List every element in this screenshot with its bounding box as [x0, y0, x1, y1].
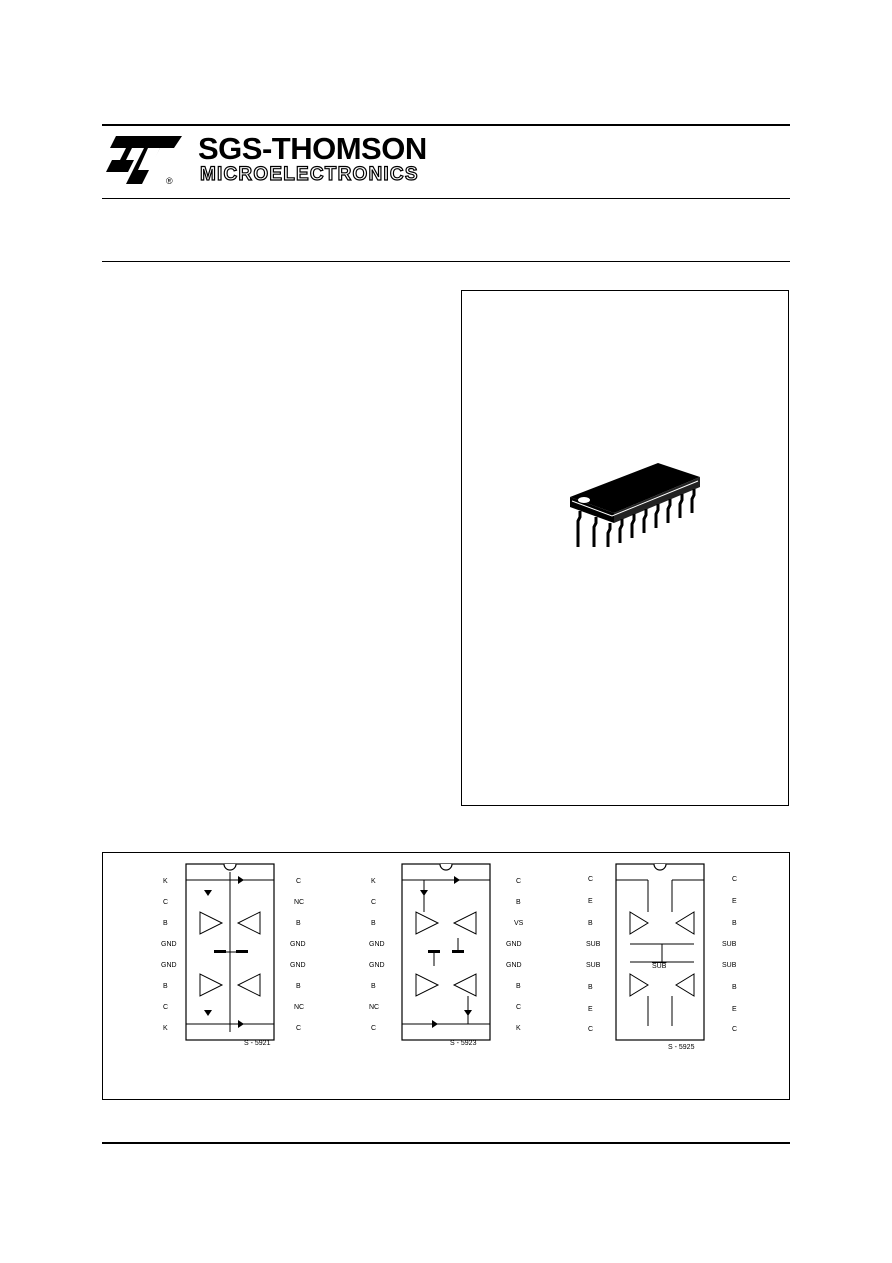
- diagram-2-pin-9: K: [516, 1025, 521, 1032]
- diagram-2-pin-12: GND: [506, 962, 522, 969]
- diagram-1-pin-16: C: [296, 878, 302, 885]
- header-top-rule: [102, 124, 790, 126]
- diagram-2-code: S - 5923: [450, 1040, 477, 1047]
- connection-diagram-2: [394, 862, 504, 1050]
- brand-subtitle: MICROELECTRONICS: [200, 164, 419, 185]
- diagram-3-pin-6: B: [588, 984, 593, 991]
- diagram-1-pin-8: K: [163, 1025, 168, 1032]
- diagram-3-pin-11: B: [732, 984, 737, 991]
- diagram-1-pin-11: B: [296, 983, 301, 990]
- diagram-3-pin-13: SUB: [722, 941, 737, 948]
- diagram-3-pin-1: C: [588, 876, 594, 883]
- diagram-3-code: S - 5925: [668, 1044, 695, 1051]
- diagram-3-pin-7: E: [588, 1006, 593, 1013]
- diagram-1-pin-3: B: [163, 920, 168, 927]
- diagram-2-pin-10: C: [516, 1004, 522, 1011]
- diagram-1-pin-9: C: [296, 1025, 302, 1032]
- footer-rule: [102, 1142, 790, 1144]
- diagram-2-pin-13: GND: [506, 941, 522, 948]
- diagram-1-pin-6: B: [163, 983, 168, 990]
- diagram-2-pin-15: B: [516, 899, 521, 906]
- diagram-3-pin-5: SUB: [586, 962, 601, 969]
- diagram-2-pin-4: GND: [369, 941, 385, 948]
- title-rule: [102, 261, 790, 262]
- diagram-1-pin-10: NC: [294, 1004, 305, 1011]
- header-bottom-rule: [102, 198, 790, 199]
- diagram-2-pin-11: B: [516, 983, 521, 990]
- diagram-1-pin-4: GND: [161, 941, 177, 948]
- diagram-3-pin-8: C: [588, 1026, 594, 1033]
- diagram-2-pin-16: C: [516, 878, 522, 885]
- diagram-1-pin-5: GND: [161, 962, 177, 969]
- package-box: [461, 290, 789, 806]
- diagram-2-pin-1: K: [371, 878, 376, 885]
- diagram-1-pin-13: GND: [290, 941, 306, 948]
- diagram-3-pin-4: SUB: [586, 941, 601, 948]
- diagram-1-pin-12: GND: [290, 962, 306, 969]
- diagram-1-pin-2: C: [163, 899, 169, 906]
- diagram-3-pin-2: E: [588, 898, 593, 905]
- diagram-1-code: S - 5921: [244, 1040, 271, 1047]
- diagram-3-pin-15: E: [732, 898, 737, 905]
- diagram-3-pin-9: C: [732, 1026, 738, 1033]
- diagram-3-pin-16: C: [732, 876, 738, 883]
- diagram-3-pin-3: B: [588, 920, 593, 927]
- diagram-1-pin-7: C: [163, 1004, 169, 1011]
- diagram-3-center-label: $\overline{SUB}$: [652, 963, 667, 970]
- diagram-3-pin-12: SUB: [722, 962, 737, 969]
- diagram-1-pin-14: B: [296, 920, 301, 927]
- diagram-1-pin-15: NC: [294, 899, 305, 906]
- registered-mark: ®: [166, 176, 173, 186]
- diagram-1-pin-1: K: [163, 878, 168, 885]
- diagram-3-pin-14: B: [732, 920, 737, 927]
- dip16-package-image: [462, 291, 788, 805]
- diagram-2-pin-5: GND: [369, 962, 385, 969]
- diagram-2-pin-14: VS: [514, 920, 524, 927]
- brand-name: SGS-THOMSON: [198, 131, 427, 166]
- connection-diagram-1: [178, 862, 288, 1050]
- diagram-2-pin-8: C: [371, 1025, 377, 1032]
- connection-diagram-3: [608, 862, 718, 1050]
- diagram-2-pin-6: B: [371, 983, 376, 990]
- diagram-3-pin-10: E: [732, 1006, 737, 1013]
- diagram-2-pin-7: NC: [369, 1004, 380, 1011]
- diagram-2-pin-3: B: [371, 920, 376, 927]
- diagram-2-pin-2: C: [371, 899, 377, 906]
